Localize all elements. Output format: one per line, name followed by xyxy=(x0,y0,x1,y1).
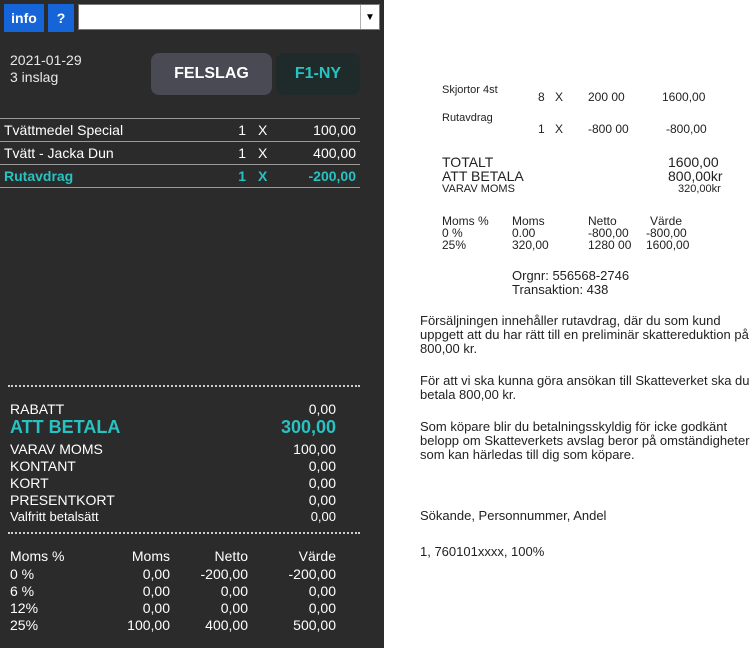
att-betala-label: ATT BETALA xyxy=(10,417,121,437)
valfritt-value: 0,00 xyxy=(310,509,336,524)
customer-select[interactable] xyxy=(78,4,380,30)
table-row[interactable] xyxy=(0,118,360,142)
table-row[interactable] xyxy=(0,142,360,165)
item-name: Tvättmedel Special xyxy=(4,122,124,138)
moms-cell: 0,00 xyxy=(308,600,336,616)
receipt-totalt-label: TOTALT xyxy=(442,154,494,170)
receipt-line-qty: 8 xyxy=(538,90,545,104)
item-price: 400,00 xyxy=(313,145,356,161)
varav-moms-value: 100,00 xyxy=(293,441,336,457)
receipt-paragraph: Som köpare blir du betalningsskyldig för icke godkänt belopp om Skatteverkets avslag beror på omständigheter som kan härledas till dig som köpare. xyxy=(420,419,750,462)
receipt-moms-cell: 0.00 xyxy=(512,226,536,240)
presentkort-value: 0,00 xyxy=(308,492,336,508)
moms-cell: 6 % xyxy=(10,583,35,599)
felslag-button[interactable]: FELSLAG xyxy=(151,53,272,95)
receipt-line-name: Rutavdrag xyxy=(442,112,493,124)
moms-cell: 0,00 xyxy=(220,583,248,599)
moms-cell: -200,00 xyxy=(200,566,248,582)
receipt-moms-cell: -800,00 xyxy=(588,226,629,240)
moms-header: Netto xyxy=(214,548,248,564)
receipt-transaktion: Transaktion: 438 xyxy=(512,282,609,297)
kontant-label: KONTANT xyxy=(10,458,76,474)
moms-cell: 400,00 xyxy=(205,617,248,633)
receipt-varav-moms-label: VARAV MOMS xyxy=(442,183,515,195)
presentkort-label: PRESENTKORT xyxy=(10,492,115,508)
valfritt-label: Valfritt betalsätt xyxy=(10,509,99,524)
moms-cell: 0,00 xyxy=(142,583,170,599)
kort-label: KORT xyxy=(10,475,49,491)
session-date: 2021-01-29 xyxy=(10,52,82,68)
item-name: Tvätt - Jacka Dun xyxy=(4,145,114,161)
receipt-paragraph: Försäljningen innehåller rutavdrag, där du som kund uppgett att du har rätt till en preliminär skattereduktion på 800,00 kr. xyxy=(420,313,749,356)
moms-cell: 0,00 xyxy=(220,600,248,616)
moms-cell: 12% xyxy=(10,600,39,616)
att-betala-value: 300,00 xyxy=(280,417,336,437)
help-button[interactable]: ? xyxy=(48,4,74,32)
item-qty: 1 xyxy=(238,122,246,138)
receipt-moms-cell: 0 % xyxy=(442,226,463,240)
item-qty: 1 xyxy=(238,145,246,161)
item-qty: 1 xyxy=(238,168,246,184)
table-row-selected[interactable] xyxy=(0,165,360,188)
moms-cell: 100,00 xyxy=(127,617,170,633)
receipt-att-betala-value: 800,00kr xyxy=(668,168,723,184)
divider xyxy=(8,532,360,534)
receipt-moms-header: Moms xyxy=(512,214,545,228)
moms-header: Moms % xyxy=(10,548,65,564)
entry-count: 3 inslag xyxy=(10,69,59,85)
item-price: -200,00 xyxy=(308,168,356,184)
receipt-moms-cell: 1280 00 xyxy=(588,238,632,252)
divider xyxy=(8,385,360,387)
moms-header: Värde xyxy=(298,548,336,564)
moms-cell: 0,00 xyxy=(142,566,170,582)
item-name: Rutavdrag xyxy=(4,168,74,184)
receipt-line-name: Skjortor 4st xyxy=(442,84,498,96)
receipt-moms-cell: 25% xyxy=(442,238,467,252)
f1-ny-button[interactable]: F1-NY xyxy=(276,53,360,95)
moms-cell: 0,00 xyxy=(308,583,336,599)
receipt-sokande: Sökande, Personnummer, Andel xyxy=(420,508,607,523)
receipt-att-betala-label: ATT BETALA xyxy=(442,168,524,184)
receipt-moms-header: Moms % xyxy=(442,214,489,228)
moms-header: Moms xyxy=(131,548,170,564)
receipt-paragraph: För att vi ska kunna göra ansökan till Skatteverket ska du betala 800,00 kr. xyxy=(420,373,750,402)
item-x: X xyxy=(258,168,268,184)
receipt-line-sum: 1600,00 xyxy=(662,90,706,104)
chevron-down-icon[interactable]: ▼ xyxy=(360,5,379,29)
item-list xyxy=(0,118,360,188)
moms-cell: 25% xyxy=(10,617,39,633)
kort-value: 0,00 xyxy=(308,475,336,491)
receipt-totalt-value: 1600,00 xyxy=(668,154,719,170)
receipt-line-unit: 200 00 xyxy=(588,90,625,104)
rabatt-value: 0,00 xyxy=(308,401,336,417)
receipt-moms-header: Värde xyxy=(650,214,683,228)
kontant-value: 0,00 xyxy=(308,458,336,474)
moms-cell: 500,00 xyxy=(293,617,336,633)
receipt-line-sum: -800,00 xyxy=(666,122,707,136)
toolbar xyxy=(4,4,74,32)
rabatt-label: RABATT xyxy=(10,401,65,417)
receipt-orgnr: Orgnr: 556568-2746 xyxy=(512,268,630,283)
session-info xyxy=(10,52,82,86)
receipt-line-unit: -800 00 xyxy=(588,122,629,136)
receipt-moms-cell: 320,00 xyxy=(512,238,549,252)
moms-cell: 0 % xyxy=(10,566,35,582)
info-button[interactable]: info xyxy=(4,4,44,32)
item-x: X xyxy=(258,122,268,138)
item-x: X xyxy=(258,145,268,161)
moms-cell: 0,00 xyxy=(142,600,170,616)
receipt-person: 1, 760101xxxx, 100% xyxy=(420,544,545,559)
receipt-line-x: X xyxy=(555,90,564,104)
varav-moms-label: VARAV MOMS xyxy=(10,441,103,457)
receipt-line-x: X xyxy=(555,122,564,136)
receipt-moms-cell: -800,00 xyxy=(646,226,687,240)
moms-cell: -200,00 xyxy=(288,566,336,582)
receipt-moms-cell: 1600,00 xyxy=(646,238,690,252)
receipt-line-qty: 1 xyxy=(538,122,545,136)
receipt-moms-header: Netto xyxy=(588,214,617,228)
receipt-varav-moms-value: 320,00kr xyxy=(678,183,721,195)
item-price: 100,00 xyxy=(313,122,356,138)
